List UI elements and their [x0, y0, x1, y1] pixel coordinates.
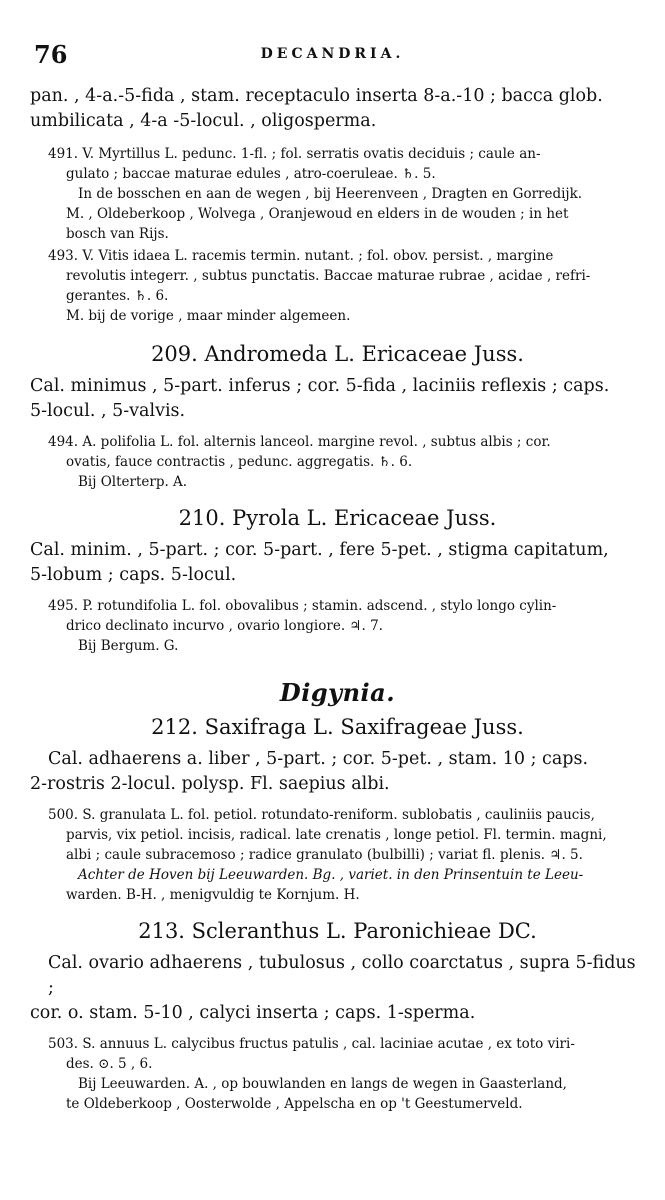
entry-line: ovatis, fauce contractis , pedunc. aggregatis. ♄. 6. — [66, 454, 413, 470]
page-number: 76 — [34, 40, 68, 69]
entry-line: In de bosschen en aan de wegen , bij Heerenveen , Dragten en Gorredijk. — [78, 186, 583, 202]
intro-line: pan. , 4-a.-5-fida , stam. receptaculo inserta 8-a.-10 ; bacca glob. — [30, 86, 603, 106]
entry-line: warden. B-H. , menigvuldig te Kornjum. H. — [66, 887, 360, 903]
running-head: DECANDRIA. — [260, 46, 405, 62]
genus-description: 2-rostris 2-locul. polysp. Fl. saepius albi. — [30, 774, 390, 794]
entry-line: Bij Bergum. G. — [78, 638, 179, 654]
entry-line: drico declinato incurvo , ovario longiore. ♃. 7. — [66, 618, 383, 634]
entry-line: gerantes. ♄. 6. — [66, 288, 169, 304]
entry-line: parvis, vix petiol. incisis, radical. late crenatis , longe petiol. Fl. termin. magni, — [66, 827, 607, 843]
genus-description: 5-locul. , 5-valvis. — [30, 401, 186, 421]
entry-line: 503. S. annuus L. calycibus fructus patulis , cal. laciniae acutae , ex toto viri- — [48, 1036, 575, 1052]
intro-line: umbilicata , 4-a -5-locul. , oligosperma. — [30, 111, 377, 131]
genus-description: 5-lobum ; caps. 5-locul. — [30, 565, 237, 585]
page-content — [30, 84, 645, 1114]
species-entry-491 — [30, 144, 645, 244]
species-entry-495 — [30, 596, 645, 656]
entry-line: des. ⊙. 5 , 6. — [66, 1056, 153, 1072]
entry-line: Bij Leeuwarden. A. , op bouwlanden en langs de wegen in Gaasterland, — [78, 1076, 567, 1092]
genus-description: cor. o. stam. 5-10 , calyci inserta ; caps. 1-sperma. — [30, 1003, 476, 1023]
genus-description: Cal. ovario adhaerens , tubulosus , collo coarctatus , supra 5-fidus ; — [48, 953, 636, 998]
entry-line: M. bij de vorige , maar minder algemeen. — [66, 308, 351, 324]
entry-line: gulato ; baccae maturae edules , atro-coeruleae. ♄. 5. — [66, 166, 436, 182]
entry-line: bosch van Rijs. — [66, 226, 169, 242]
page-header — [34, 40, 631, 70]
order-heading: Digynia. — [279, 678, 396, 707]
entry-line: 495. P. rotundifolia L. fol. obovalibus ; stamin. adscend. , stylo longo cylin- — [48, 598, 557, 614]
genus-heading-213: 213. Scleranthus L. Paronichieae DC. — [138, 919, 537, 943]
entry-line: M. , Oldeberkoop , Wolvega , Oranjewoud en elders in de wouden ; in het — [66, 206, 569, 222]
species-entry-500 — [30, 805, 645, 905]
genus-heading-212: 212. Saxifraga L. Saxifrageae Juss. — [151, 715, 524, 739]
entry-line: 494. A. polifolia L. fol. alternis lanceol. margine revol. , subtus albis ; cor. — [48, 434, 551, 450]
entry-line: 500. S. granulata L. fol. petiol. rotundato-reniform. sublobatis , cauliniis paucis, — [48, 807, 595, 823]
genus-heading-210: 210. Pyrola L. Ericaceae Juss. — [178, 506, 497, 530]
genus-description: Cal. minimus , 5-part. inferus ; cor. 5-fida , laciniis reflexis ; caps. — [30, 376, 610, 396]
entry-line: revolutis integerr. , subtus punctatis. Baccae maturae rubrae , acidae , refri- — [66, 268, 591, 284]
entry-line: te Oldeberkoop , Oosterwolde , Appelscha en op 't Geestumerveld. — [66, 1096, 523, 1112]
species-entry-494 — [30, 432, 645, 492]
species-entry-493 — [30, 246, 645, 326]
genus-description: Cal. minim. , 5-part. ; cor. 5-part. , fere 5-pet. , stigma capitatum, — [30, 540, 609, 560]
entry-line: Achter de Hoven bij Leeuwarden. Bg. , variet. in den Prinsentuin te Leeu- — [78, 867, 584, 883]
entry-line: 493. V. Vitis idaea L. racemis termin. nutant. ; fol. obov. persist. , margine — [48, 248, 554, 264]
entry-line: 491. V. Myrtillus L. pedunc. 1-fl. ; fol. serratis ovatis deciduis ; caule an- — [48, 146, 541, 162]
genus-description: Cal. adhaerens a. liber , 5-part. ; cor. 5-pet. , stam. 10 ; caps. — [48, 749, 589, 769]
species-entry-503 — [30, 1034, 645, 1114]
entry-line: Bij Olterterp. A. — [78, 474, 188, 490]
genus-heading-209: 209. Andromeda L. Ericaceae Juss. — [151, 342, 524, 366]
entry-line: albi ; caule subracemoso ; radice granulato (bulbilli) ; variat fl. plenis. ♃. 5. — [66, 847, 583, 863]
